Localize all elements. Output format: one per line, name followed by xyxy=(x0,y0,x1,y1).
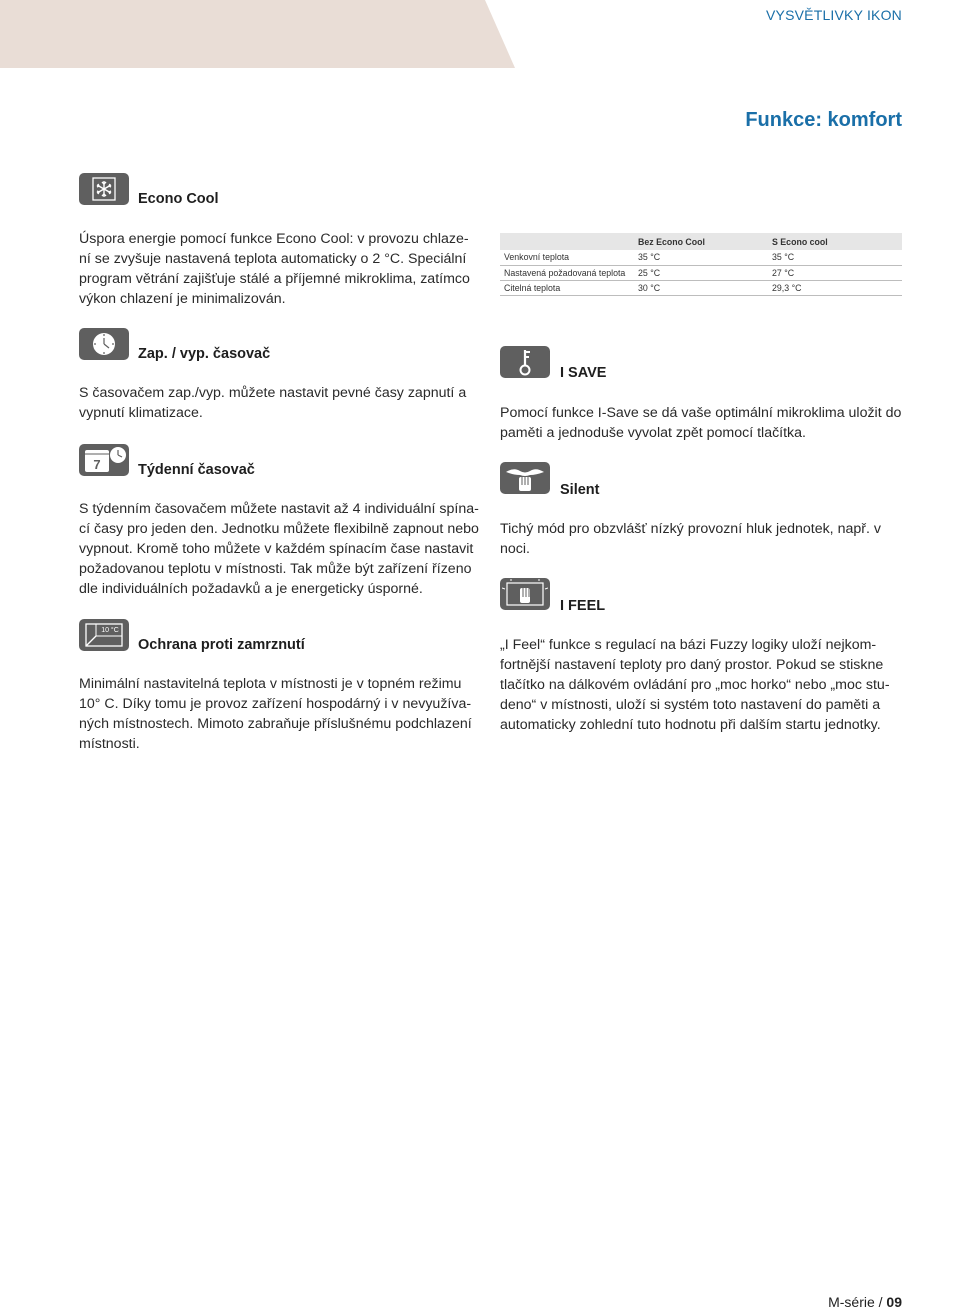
snowflake-icon xyxy=(79,173,129,205)
header-label: VYSVĚTLIVKY IKON xyxy=(766,7,902,23)
econo-cool-title: Econo Cool xyxy=(138,191,219,207)
i-save-text: Pomocí funkce I-Save se dá vaše optimální mikroklima uložit do paměti a jednoduše vyvolat zpět pomocí tlačítka. xyxy=(500,405,902,441)
table-row xyxy=(500,265,902,280)
page-number: 09 xyxy=(886,1294,902,1310)
table-header-cell xyxy=(500,233,634,250)
weekly-icon-day: 7 xyxy=(93,457,101,472)
frost-title: Ochrana proti zamrznutí xyxy=(138,637,305,653)
weekly-timer-title: Týdenní časovač xyxy=(138,462,255,478)
econo-cool-text: Úspora energie pomocí funkce Econo Cool: v provozu chlaze- ní se zvyšuje nastavená teplota automaticky o 2 °C. Speciální program větrání zajišťuje stálé a příjemné mikroklima, zatímco výkon chlazení je minimalizován. xyxy=(79,231,470,307)
table-cell: Citelná teplota xyxy=(500,280,634,295)
table-cell: 27 °C xyxy=(768,265,902,280)
footer-series: M-série / xyxy=(828,1294,887,1310)
remote-feel-icon xyxy=(500,578,550,610)
table-cell: 30 °C xyxy=(634,280,768,295)
table-cell: 25 °C xyxy=(634,265,768,280)
table-header-row xyxy=(500,233,902,250)
table-cell: Venkovní teplota xyxy=(500,250,634,265)
table-cell: 29,3 °C xyxy=(768,280,902,295)
timer-title: Zap. / vyp. časovač xyxy=(138,346,271,362)
calendar-clock-icon xyxy=(79,444,129,476)
timer-text: S časovačem zap./vyp. můžete nastavit pevné časy zapnutí a vypnutí klimatizace. xyxy=(79,385,467,421)
frost-icon-temp: 10 °C xyxy=(101,627,119,634)
table-cell: Nastavená požadovaná teplota xyxy=(500,265,634,280)
page-title: Funkce: komfort xyxy=(745,109,902,131)
table-cell: 35 °C xyxy=(634,250,768,265)
key-icon xyxy=(500,346,550,378)
table-cell: 35 °C xyxy=(768,250,902,265)
table-header-cell: Bez Econo Cool xyxy=(634,233,768,250)
silent-hand-icon xyxy=(500,462,550,494)
i-save-title: I SAVE xyxy=(560,365,607,381)
frost-protection-icon xyxy=(79,619,129,651)
table-header-cell: S Econo cool xyxy=(768,233,902,250)
econo-cool-comparison-table xyxy=(500,233,902,296)
page-footer xyxy=(828,1294,902,1310)
i-feel-text: „I Feel“ funkce s regulací na bázi Fuzzy logiky uloží nejkom- fortnější nastavení teploty pro daný prostor. Pokud se stiskne tlačítko na dálkovém ovládání pro „moc horko“ nebo „moc stu- deno“ v místnosti, uloží si systém toto nastavení do paměti a automaticky zohlední tuto hodnotu při dalším startu jednotky. xyxy=(500,637,890,733)
silent-title: Silent xyxy=(560,482,600,498)
clock-icon xyxy=(79,328,129,360)
table-row xyxy=(500,250,902,265)
silent-text: Tichý mód pro obzvlášť nízký provozní hluk jednotek, např. v noci. xyxy=(500,521,881,557)
table-row xyxy=(500,280,902,295)
weekly-timer-text: S týdenním časovačem můžete nastavit až 4 individuální spína- cí časy pro jeden den. Jednotku můžete flexibilně zapnout nebo vypnout. Kromě toho můžete v každém spínacím čase nastavit požadovanou teplotu v místnosti. Tak může být zařízení řízeno dle individuálních požadavků a je energeticky úsporné. xyxy=(79,501,479,597)
i-feel-title: I FEEL xyxy=(560,598,606,614)
frost-text: Minimální nastavitelná teplota v místnosti je v topném režimu 10° C. Díky tomu je provoz zařízení hospodárný i v nevyužíva- ných místnostech. Mimoto zabraňuje příslušnému podchlazení místnosti. xyxy=(79,676,472,752)
